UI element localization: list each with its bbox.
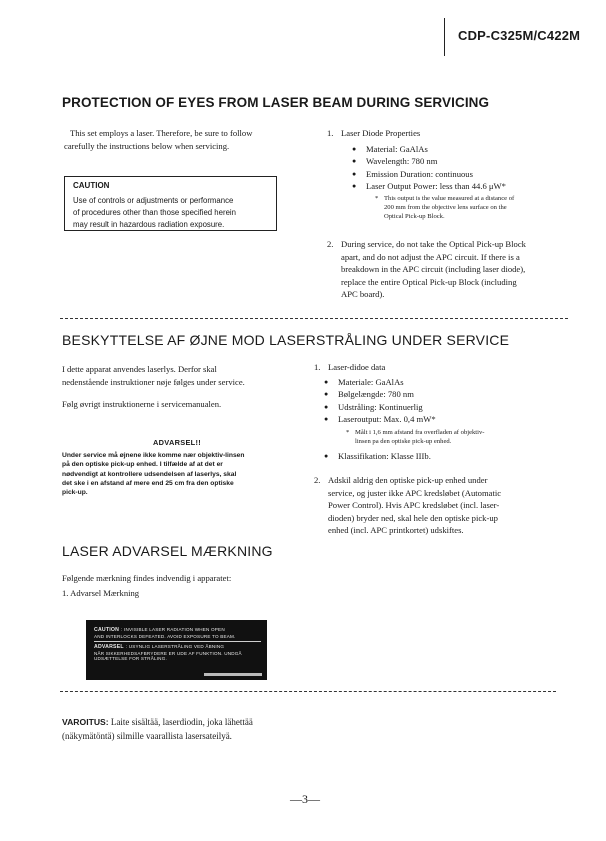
bullet-klassifikation: ● Klassifikation: Klasse IIIb. — [324, 450, 564, 463]
label-caution-line-2: AND INTERLOCKS DEFEATED. AVOID EXPOSURE TO BEAM. — [94, 633, 236, 639]
danish-item-2-row — [314, 474, 530, 537]
section-divider — [60, 318, 568, 319]
danish-intro-line: nedenstående instruktioner nøje følges under service. — [62, 376, 245, 387]
note-line: * This output is the value measured at a distance of — [375, 194, 567, 203]
page-number: —3— — [290, 792, 320, 806]
danish-item-1-title: Laser-didoe data — [328, 362, 386, 372]
item-2-line: dioden) bryder ned, skal hele den optiske pick-up — [328, 512, 498, 523]
label-caution-text: : INVISIBLE LASER RADIATION WHEN OPEN — [121, 627, 225, 632]
bullet-udstraaling: ● Udstråling: Kontinuerlig — [324, 401, 564, 414]
bullet-laser-output-power: ● Laser Output Power: less than 44.6 μW* — [352, 180, 567, 193]
advarsel-block — [62, 438, 292, 497]
finnish-text-1: Laite sisältää, laserdiodin, joka lähettää — [108, 717, 253, 727]
advarsel-title: ADVARSEL!! — [152, 438, 202, 447]
item-2-line: Power Control). Hvis APC kredsløbet (incl. laser- — [328, 500, 500, 510]
advarsel-body — [62, 451, 292, 497]
item-2-line: service, og juster ikke APC kredsløbet (Automatic — [328, 487, 502, 498]
label-section-line-2: 1. Advarsel Mærkning — [62, 588, 140, 598]
section-divider — [60, 691, 556, 692]
danish-item-2 — [314, 474, 530, 537]
advarsel-line: på den optiske pick-up enhed. I tilfælde af at det er — [62, 461, 223, 469]
danish-item-1-title-row — [314, 361, 564, 374]
note-line: Optical Pick-up Block. — [384, 212, 445, 220]
item-2-line: Adskil aldrig den optiske pick-up enhed under — [328, 475, 488, 485]
item-number: 1. — [314, 362, 321, 372]
item-2-line: replace the entire Optical Pick-up Block (including — [341, 276, 517, 287]
label-caution-head: CAUTION — [94, 627, 120, 633]
bullet-boelgelaengde: ● Bølgelængde: 780 nm — [324, 388, 564, 401]
english-item-1 — [327, 127, 567, 221]
english-output-note — [375, 194, 567, 221]
bullet-material: ● Material: GaAlAs — [352, 143, 567, 156]
danish-item-1 — [314, 361, 564, 462]
note-line: * Målt i 1,6 mm afstand fra overfladen af objektiv- — [346, 428, 564, 437]
item-number: 2. — [327, 239, 334, 249]
varoitus-label: VAROITUS: — [62, 717, 109, 727]
label-advarsel-text: : USYNLIG LASERSTRÅLING VED ÅBNING — [125, 644, 225, 650]
english-intro — [64, 127, 304, 152]
advarsel-line: Under service må øjnene ikke komme nær objektiv-linsen — [62, 452, 245, 459]
bullet-wavelength: ● Wavelength: 780 nm — [352, 155, 567, 168]
label-advarsel-line — [94, 644, 261, 651]
bullet-materiale: ● Materiale: GaAlAs — [324, 376, 564, 389]
item-number: 1. — [327, 128, 334, 138]
english-heading: PROTECTION OF EYES FROM LASER BEAM DURING SERVICING — [62, 95, 490, 110]
english-item-2 — [327, 238, 567, 301]
label-advarsel-line-2: NÅR SIKKERHEDSAFBRYDERE ER UDE AF FUNKTION. UNDGÅ — [94, 650, 242, 656]
model-number: CDP-C325M/C422M — [458, 28, 581, 43]
label-section-line-1: Følgende mærkning findes indvendig i apparatet: — [62, 573, 232, 583]
english-item-1-title: Laser Diode Properties — [341, 128, 421, 138]
english-intro-line: carefully the instructions below when servicing. — [64, 140, 230, 151]
english-item-2-text — [341, 238, 526, 301]
bullet-emission-duration: ● Emission Duration: continuous — [352, 168, 567, 181]
english-bullet-list — [352, 143, 567, 193]
advarsel-line: pick-up. — [62, 489, 88, 497]
danish-output-note — [346, 428, 564, 446]
label-strip — [204, 673, 262, 676]
label-advarsel-line-3: UDSÆTTELSE FOR STRÅLING. — [94, 656, 167, 662]
note-line: linsen pa den optiske pick-up enhed. — [355, 437, 452, 445]
caution-body — [73, 195, 268, 232]
danish-intro-line: I dette apparat anvendes laserlys. Derfor skal — [62, 364, 217, 374]
caution-line: Use of controls or adjustments or performance — [73, 196, 234, 205]
label-section-heading: LASER ADVARSEL MÆRKNING — [62, 543, 273, 559]
caution-line: may result in hazardous radiation exposure. — [73, 220, 225, 230]
label-separator — [94, 641, 261, 642]
danish-intro-2: Følg øvrigt instruktionerne i servicemanualen. — [62, 399, 222, 409]
danish-intro — [62, 363, 300, 411]
label-advarsel-head: ADVARSEL — [94, 644, 124, 651]
finnish-text-2: (näkymätöntä) silmille vaarallista lasersateilyä. — [62, 731, 232, 741]
finnish-warning — [62, 715, 322, 743]
caution-title: CAUTION — [73, 181, 110, 190]
english-item-1-title-row — [327, 127, 567, 140]
item-2-line: During service, do not take the Optical Pick-up Block — [341, 239, 526, 249]
item-2-line: enhed (incl. APC printkortet) udskiftes. — [328, 525, 464, 535]
caution-line: of procedures other than those specified herein — [73, 208, 236, 218]
advarsel-line: det ske i en afstand af mere end 25 cm fra den optiske — [62, 479, 234, 487]
danish-bullet-5-wrap — [324, 450, 564, 463]
english-intro-line: This set employs a laser. Therefore, be sure to follow — [70, 128, 253, 138]
danish-heading: BESKYTTELSE AF ØJNE MOD LASERSTRÅLING UNDER SERVICE — [62, 332, 510, 348]
item-2-line: APC board). — [341, 289, 385, 299]
bullet-laseroutput: ● Laseroutput: Max. 0,4 mW* — [324, 413, 564, 426]
finnish-line-1 — [62, 715, 322, 729]
advarsel-line: nødvendigt at kontrollere udsendelsen af laserlys, skal — [62, 470, 237, 478]
item-number: 2. — [314, 475, 321, 485]
note-line: 200 mm from the objective lens surface on the — [384, 203, 507, 211]
danish-bullet-list — [324, 376, 564, 426]
item-2-line: breakdown in the APC circuit (including laser diode), — [341, 264, 526, 274]
caution-box — [64, 176, 277, 231]
header-divider — [444, 18, 445, 56]
label-caution-line — [94, 627, 261, 634]
danish-item-2-text — [328, 474, 501, 537]
english-item-2-row — [327, 238, 567, 301]
item-2-line: apart, and do not adjust the APC circuit. If there is a — [341, 251, 520, 262]
warning-label-image — [86, 620, 267, 680]
